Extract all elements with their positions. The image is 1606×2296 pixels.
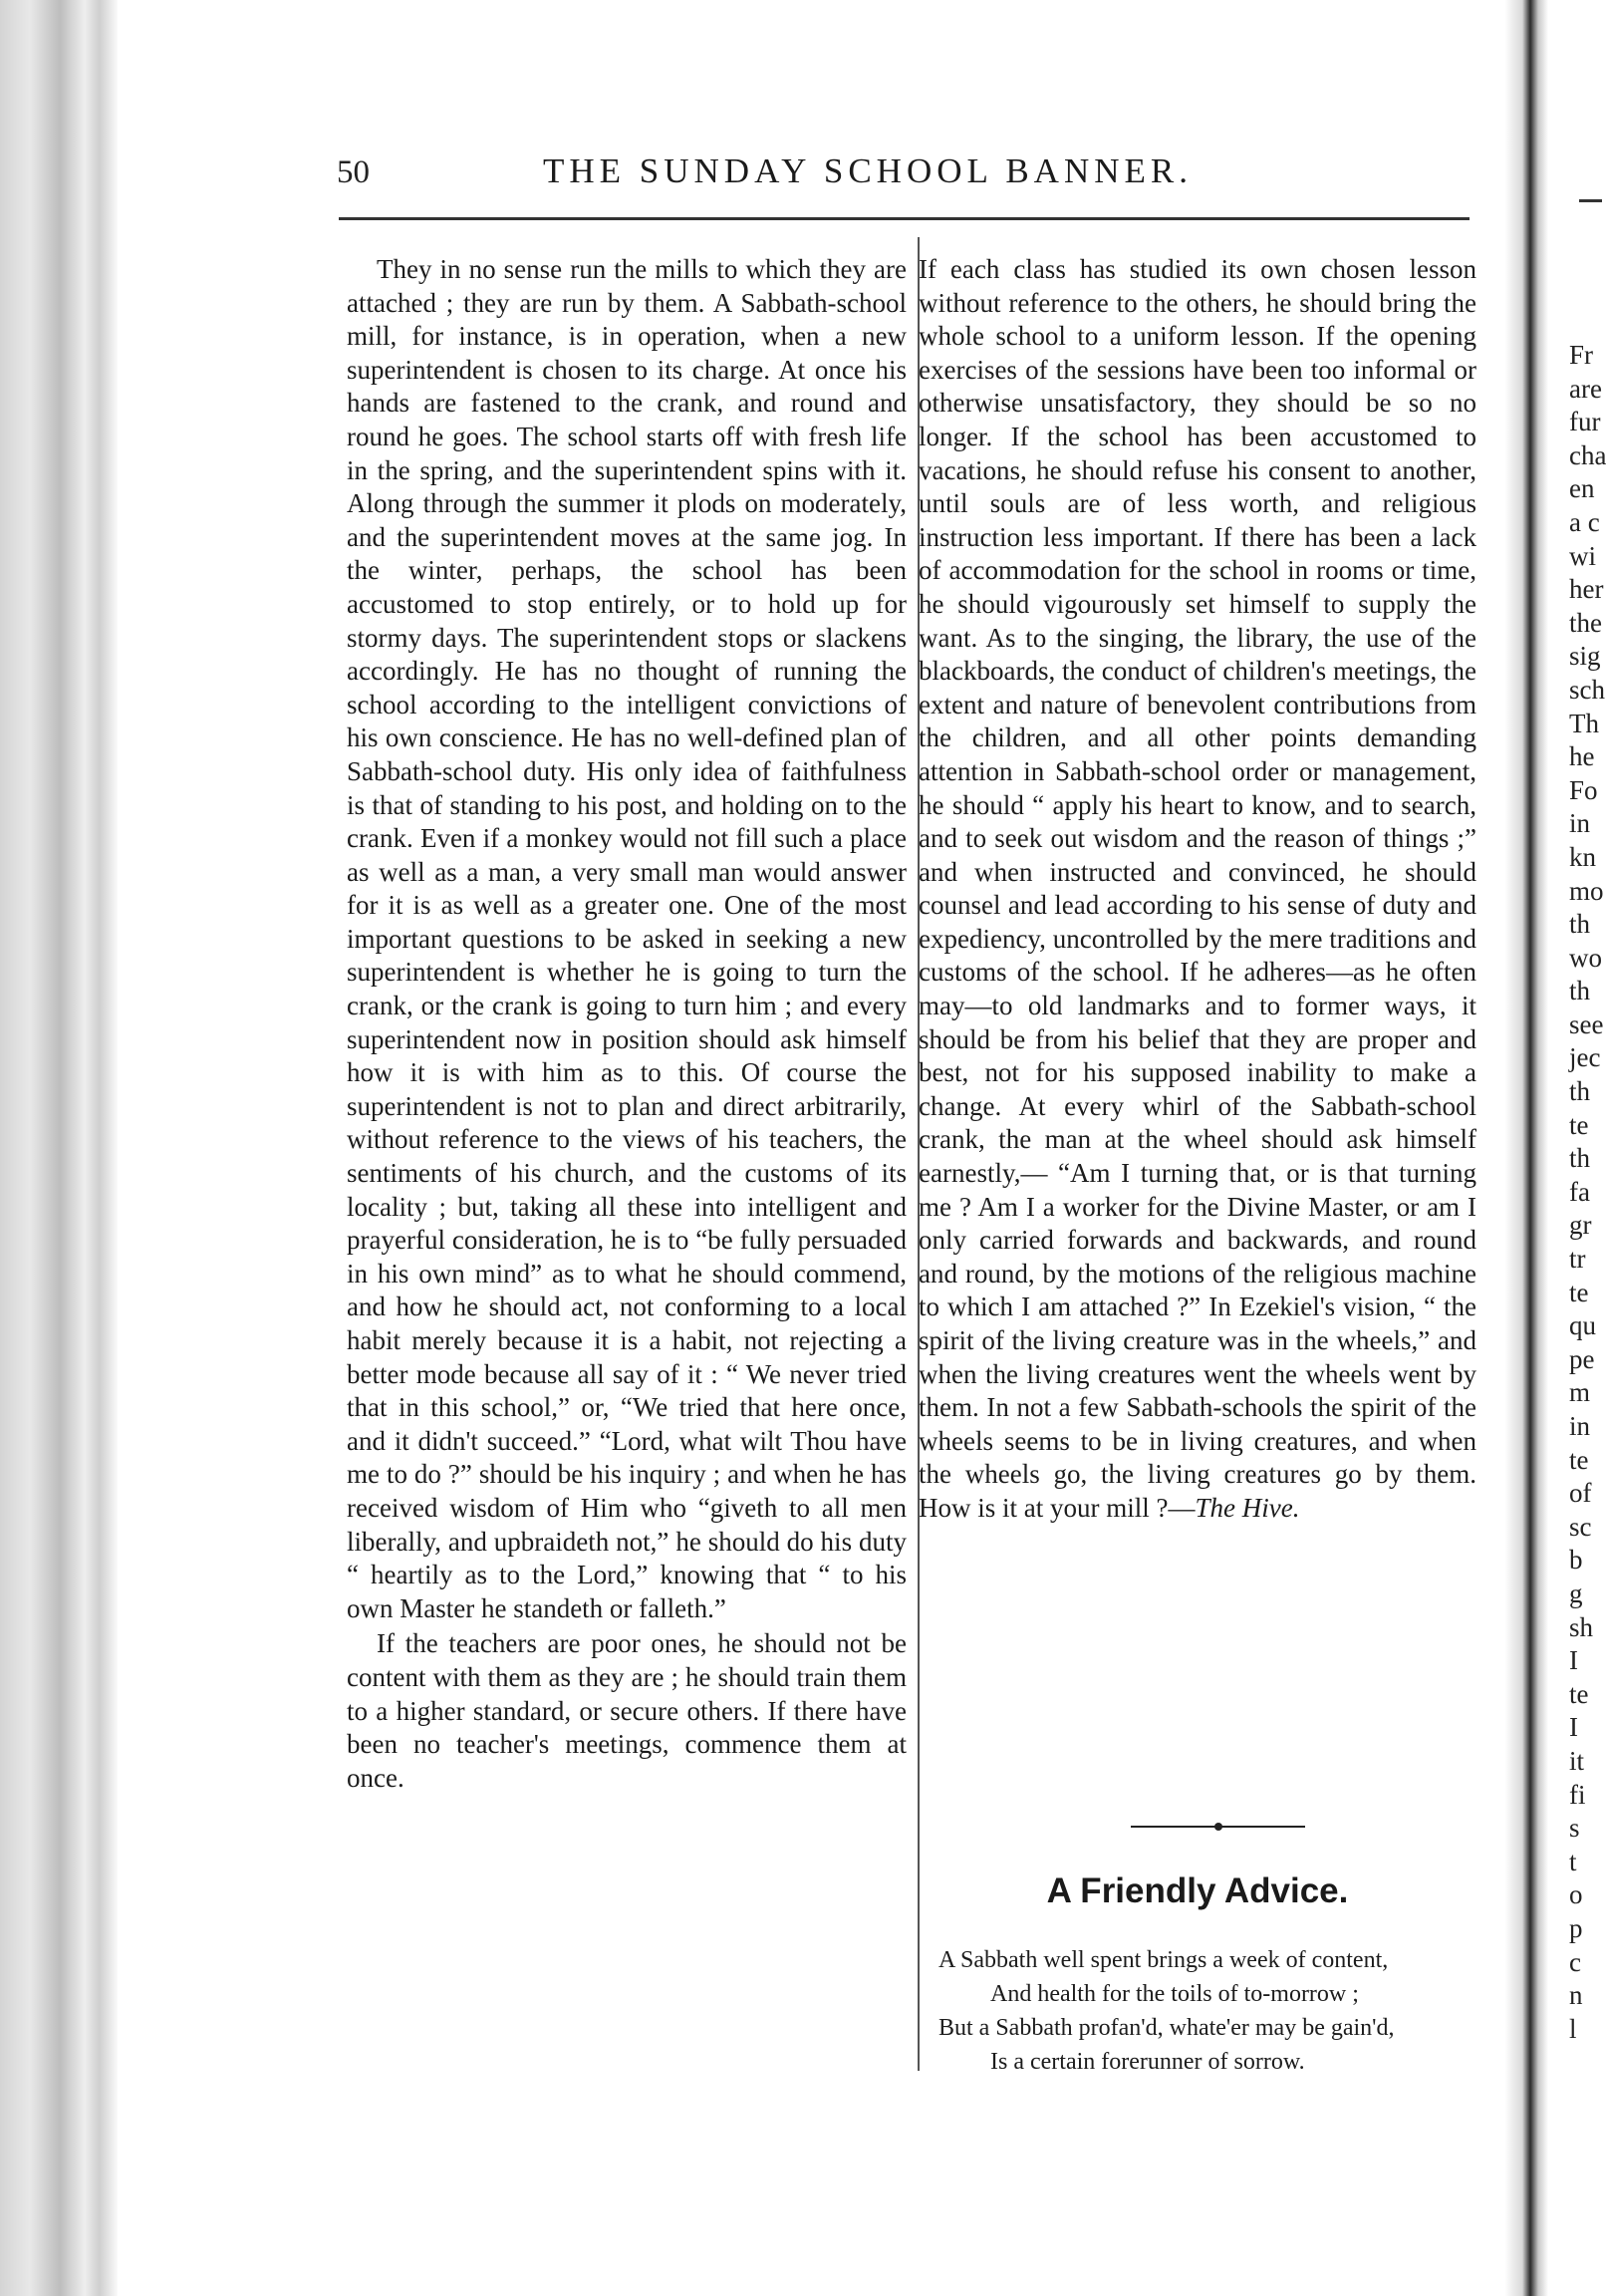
scan-left-edge <box>0 0 118 2296</box>
next-page-fragment: wo <box>1569 942 1602 973</box>
next-page-fragment: her <box>1569 574 1604 605</box>
next-page-fragment: sc <box>1569 1511 1592 1542</box>
poem-line: A Sabbath well spent brings a week of content, <box>938 1947 1389 1973</box>
next-page-fragment: of <box>1569 1478 1592 1509</box>
next-page-fragment: I <box>1569 1645 1578 1676</box>
poem <box>919 1943 1476 2079</box>
next-page-fragment: kn <box>1569 841 1596 872</box>
page-number: 50 <box>337 154 370 190</box>
next-page-fragment: tr <box>1569 1244 1586 1275</box>
left-column <box>347 253 907 1795</box>
next-page-fragment: Th <box>1569 708 1599 738</box>
next-page-fragment: qu <box>1569 1310 1596 1341</box>
poem-line: But a Sabbath profan'd, whate'er may be gain'd, <box>938 2015 1395 2041</box>
next-page-fragments <box>1569 339 1606 2046</box>
next-page-fragment: s <box>1569 1813 1580 1844</box>
poem-line: And health for the toils of to-morrow ; <box>990 1981 1359 2007</box>
next-page-fragment: Fo <box>1569 774 1598 805</box>
next-page-fragment: fi <box>1569 1779 1586 1810</box>
paragraph: They in no sense run the mills to which they are attached ; they are run by them. A Sabbath-school mill, for instance, is in operation, when a new superintendent is chosen to its charge. At once his hands are fastened to the crank, and round and round he goes. The school starts off with fresh life in the spring, and the superintendent spins with it. Along through the summer it plods on moderately, and the superintendent moves at the same jog. In the winter, perhaps, the school has been accustomed to stop entirely, or to hold up for stormy days. The superintendent stops or slackens accordingly. He has no thought of running the school according to the intelligent convictions of his own conscience. He has no well-defined plan of Sabbath-school duty. His only idea of faithfulness is that of standing to his post, and holding on to the crank. Even if a monkey would not fill such a place as well as a man, a very small man would answer for it is as well as a greater one. One of the most important questions to be asked in seeking a new superintendent is whether he is going to turn the crank, or the crank is going to turn him ; and every superintendent now in position should ask himself how it is with him as to this. Of course the superintendent is not to plan and direct arbitrarily, without reference to the views of his teachers, the sentiments of his church, and the customs of its locality ; but, taking all these into intelligent and prayerful consideration, he is to “be fully persuaded in his own mind” as to what he should commend, and how he should act, not conforming to a local habit merely because it is a habit, not rejecting a better mode because all say of it : “ We never tried that in this school,” or, “We tried that here once, and it didn't succeed.” “Lord, what wilt Thou have me to do ?” should be his inquiry ; and when he has received wisdom of Him who “giveth to all men liberally, and upbraideth not,” he should do his duty “ heartily as to the Lord,” knowing that “ to his own Master he standeth or falleth.” <box>347 254 907 1623</box>
paragraph <box>919 253 1476 1526</box>
next-page-fragment: Fr <box>1569 340 1594 370</box>
next-page-fragment: b <box>1569 1545 1583 1576</box>
next-page-fragment: te <box>1569 1109 1589 1140</box>
running-title: THE SUNDAY SCHOOL BANNER. <box>543 151 1193 190</box>
next-page-fragment: in <box>1569 1411 1591 1441</box>
next-page-fragment: pe <box>1569 1343 1595 1374</box>
header-rule <box>339 217 1470 220</box>
next-page-fragment: cha <box>1569 439 1606 470</box>
next-page-fragment: mo <box>1569 875 1604 906</box>
next-page-fragment: see <box>1569 1008 1604 1039</box>
next-page-fragment: n <box>1569 1980 1583 2011</box>
source-citation: The Hive. <box>1195 1492 1300 1523</box>
next-page-fragment: g <box>1569 1578 1583 1608</box>
next-page-fragment: sch <box>1569 674 1605 705</box>
next-page-fragment: te <box>1569 1277 1589 1307</box>
next-page-fragment: fa <box>1569 1176 1590 1207</box>
next-page-fragment: o <box>1569 1879 1583 1910</box>
next-page-fragment: a c <box>1569 506 1600 537</box>
paragraph: If the teachers are poor ones, he should not be content with them as they are ; he should train them to a higher standard, or secure others. If there have been no teacher's meetings, commence them at once. <box>347 1628 907 1793</box>
next-page-fragment: jec <box>1569 1042 1601 1073</box>
next-page-fragment: wi <box>1569 540 1596 571</box>
next-page-fragment: fur <box>1569 407 1601 437</box>
next-page-fragment: t <box>1569 1846 1577 1876</box>
next-page-fragment: en <box>1569 473 1595 504</box>
next-page-fragment: th <box>1569 1143 1591 1174</box>
next-page-rule <box>1579 199 1602 202</box>
next-page-fragment: it <box>1569 1745 1585 1776</box>
next-page-fragment: I <box>1569 1712 1578 1743</box>
poem-line: Is a certain forerunner of sorrow. <box>990 2049 1305 2075</box>
next-page-fragment: he <box>1569 741 1595 772</box>
poem-title: A Friendly Advice. <box>1046 1871 1349 1910</box>
next-page-fragment: l <box>1569 2013 1577 2044</box>
next-page-fragment: th <box>1569 1076 1591 1107</box>
next-page-fragment: m <box>1569 1377 1591 1408</box>
next-page-fragment: in <box>1569 808 1591 839</box>
next-page-fragment: te <box>1569 1444 1589 1475</box>
next-page-fragment: are <box>1569 373 1602 404</box>
next-page-fragment: sig <box>1569 641 1601 672</box>
next-page-fragment: th <box>1569 976 1591 1006</box>
section-ornament <box>1131 1822 1305 1832</box>
next-page-fragment: te <box>1569 1678 1589 1709</box>
next-page-fragment: c <box>1569 1946 1581 1977</box>
next-page-fragment: th <box>1569 909 1591 940</box>
next-page-fragment: p <box>1569 1912 1583 1943</box>
paragraph-text: If each class has studied its own chosen lesson without reference to the others, he should bring the whole school to a uniform lesson. If the opening exercises of the sessions have been too informal or otherwise unsatisfactory, they should be so no longer. If the school has been accustomed to vacations, he should refuse his consent to another, until souls are of less worth, and religious instruction less important. If there has been a lack of accommodation for the school in rooms or time, he should vigourously set himself to supply the want. As to the singing, the library, the use of the blackboards, the conduct of children's meetings, the extent and nature of benevolent contributions from the children, and all other points demanding attention in Sabbath-school order or management, he should “ apply his heart to know, and to search, and to seek out wisdom and the reason of things ;” and when instructed and convinced, he should counsel and lead according to his sense of duty and expediency, uncontrolled by the mere traditions and customs of the school. If he adheres—as he often may—to old landmarks and to former ways, it should be from his belief that they are proper and best, not for his supposed inability to make a change. At every whirl of the Sabbath-school crank, the man at the wheel should ask himself earnestly,— “Am I turning that, or is that turning me ? Am I a worker for the Divine Master, or am I only carried forwards and backwards, and round and round, by the motions of the religious machine to which I am attached ?” In Ezekiel's vision, “ the spirit of the living creature was in the wheels,” and when the living creatures went the wheels went by them. In not a few Sabbath-schools the spirit of the wheels seems to be in living creatures, and when the wheels go, the living creatures go by them. How is it at your mill ?— <box>919 254 1476 1523</box>
next-page-fragment: the <box>1569 607 1602 638</box>
next-page-fragment: sh <box>1569 1611 1594 1642</box>
ornament-dot <box>1214 1823 1222 1831</box>
right-column <box>919 253 1476 1526</box>
next-page-fragment: gr <box>1569 1210 1592 1241</box>
